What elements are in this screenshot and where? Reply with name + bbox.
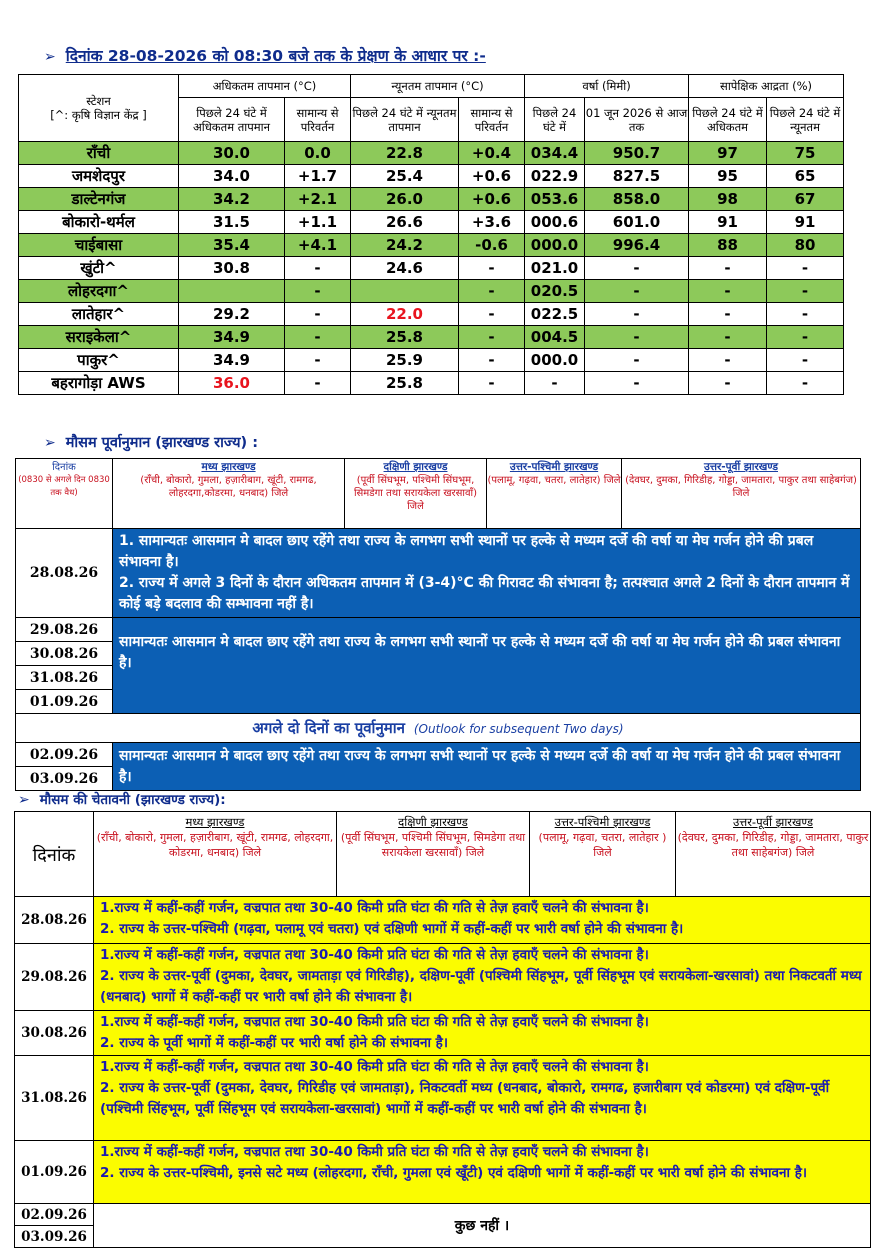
- warning-date-header: दिनांक: [15, 812, 94, 897]
- hum-min-cell: 67: [767, 188, 844, 211]
- min-temp-header: न्यूनतम तापमान (°C): [351, 75, 525, 98]
- warning-date: 28.08.26: [15, 897, 94, 944]
- min-dev-cell: -0.6: [459, 234, 525, 257]
- rain-total-cell: -: [585, 303, 689, 326]
- min-cell: [351, 280, 459, 303]
- max-dev-cell: -: [285, 349, 351, 372]
- table-row: [19, 349, 844, 372]
- max-cell: 35.4: [179, 234, 285, 257]
- section3-heading: [18, 790, 226, 808]
- rain-total-cell: -: [585, 280, 689, 303]
- min-cell: 25.8: [351, 372, 459, 395]
- max-24-header: पिछले 24 घंटे में अधिकतम तापमान: [179, 98, 285, 142]
- min-dev-cell: -: [459, 280, 525, 303]
- max-cell: [179, 280, 285, 303]
- warning-date: 02.09.26: [15, 1204, 94, 1226]
- min-cell: 25.9: [351, 349, 459, 372]
- forecast-text-days: सामान्यतः आसमान मे बादल छाए रहेंगे तथा राज्य के लगभग सभी स्थानों पर हल्के से मध्यम दर्जे की वर्षा या मेघ गर्जन होने की प्रबल संभावना है।: [113, 618, 861, 714]
- max-cell-highlight: 36.0: [179, 372, 285, 395]
- station-cell: पाकुर^: [19, 349, 179, 372]
- min-dev-cell: +3.6: [459, 211, 525, 234]
- rain24-cell: 004.5: [525, 326, 585, 349]
- station-cell: बहरागोड़ा AWS: [19, 372, 179, 395]
- max-cell: 29.2: [179, 303, 285, 326]
- max-dev-cell: -: [285, 303, 351, 326]
- max-cell: 34.9: [179, 326, 285, 349]
- warning-region-south: दक्षिणी झारखण्ड (पूर्वी सिंघभूम, पश्चिमी सिंघभूम, सिमडेगा तथा सरायकेला खरसावाँ) जिले: [337, 812, 530, 897]
- max-dev-cell: +1.1: [285, 211, 351, 234]
- warning-text: 1.राज्य में कहीं-कहीं गर्जन, वज्रपात तथा 30-40 किमी प्रति घंटा की गति से तेज़ हवाएँ चलने की संभावना है। 2. राज्य के उत्तर-पश्चिमी, इनसे सटे मध्य (लोहरदगा, राँची, गुमला एवं खूँटी) एवं दक्षिणी भागों में कहीं-कहीं पर भारी वर्षा होने की संभावना है।: [94, 1141, 871, 1204]
- max-cell: 34.2: [179, 188, 285, 211]
- max-cell: 31.5: [179, 211, 285, 234]
- forecast-date: 28.08.26: [16, 529, 113, 618]
- hum-max-cell: -: [689, 303, 767, 326]
- hum-max-cell: -: [689, 257, 767, 280]
- min-cell: 24.2: [351, 234, 459, 257]
- rain24-cell: 000.6: [525, 211, 585, 234]
- max-dev-header: सामान्य से परिवर्तन: [285, 98, 351, 142]
- forecast-date: 30.08.26: [16, 642, 113, 666]
- hum-min-cell: -: [767, 349, 844, 372]
- hum-min-cell: 75: [767, 142, 844, 165]
- max-dev-cell: -: [285, 280, 351, 303]
- arrow-bullet-icon: ➢: [44, 49, 56, 65]
- table-row: [19, 372, 844, 395]
- max-dev-cell: -: [285, 257, 351, 280]
- section3-title: मौसम की चेतावनी (झारखण्ड राज्य):: [39, 792, 226, 808]
- forecast-text-day1: 1. सामान्यतः आसमान मे बादल छाए रहेंगे तथा राज्य के लगभग सभी स्थानों पर हल्के से मध्यम दर्जे की वर्षा या मेघ गर्जन होने की प्रबल संभावना है। 2. राज्य में अगले 3 दिनों के दौरान अधिकतम तापमान में (3-4)°C की गिरावट की संभावना है; तत्पश्चात अगले 2 दिनों के दौरान तापमान में कोई बड़े बदलाव की सम्भावना नहीं है।: [113, 529, 861, 618]
- station-cell: बोकारो-थर्मल: [19, 211, 179, 234]
- arrow-bullet-icon: ➢: [44, 435, 56, 451]
- rain-total-cell: 996.4: [585, 234, 689, 257]
- warning-region-central: मध्य झारखण्ड (राँची, बोकारो, गुमला, हज़ारीबाग, खूंटी, रामगढ, लोहरदगा, कोडरमा, धनबाद) जिले: [94, 812, 337, 897]
- hum-min-cell: 80: [767, 234, 844, 257]
- max-dev-cell: +2.1: [285, 188, 351, 211]
- station-cell: खुंटी^: [19, 257, 179, 280]
- table-row: [19, 211, 844, 234]
- min-dev-cell: -: [459, 303, 525, 326]
- min-dev-header: सामान्य से परिवर्तन: [459, 98, 525, 142]
- warning-table: [14, 811, 871, 1248]
- rain-total-cell: -: [585, 372, 689, 395]
- forecast-date: 29.08.26: [16, 618, 113, 642]
- rain-24-header: पिछले 24 घंटे में: [525, 98, 585, 142]
- station-cell: लातेहार^: [19, 303, 179, 326]
- hum-min-cell: -: [767, 372, 844, 395]
- max-cell: 30.0: [179, 142, 285, 165]
- hum-max-cell: 95: [689, 165, 767, 188]
- forecast-date: 01.09.26: [16, 690, 113, 714]
- station-note: [^: कृषि विज्ञान केंद्र ]: [50, 108, 147, 122]
- section1-title: दिनांक 28-08-2026 को 08:30 बजे तक के प्रेक्षण के आधार पर :-: [65, 47, 486, 65]
- hum-max-cell: 88: [689, 234, 767, 257]
- table-row: [19, 326, 844, 349]
- forecast-region-northeast: उत्तर-पूर्वी झारखण्ड (देवघर, दुमका, गिरिडीह, गोड्डा, जामतारा, पाकुर तथा साहेबगंज) जिले: [622, 459, 861, 529]
- max-cell: 30.8: [179, 257, 285, 280]
- rain24-cell: 034.4: [525, 142, 585, 165]
- table-row: [19, 142, 844, 165]
- rain-total-cell: 950.7: [585, 142, 689, 165]
- table-row: [19, 188, 844, 211]
- rain-total-cell: -: [585, 326, 689, 349]
- max-cell: 34.0: [179, 165, 285, 188]
- hum-max-cell: -: [689, 326, 767, 349]
- humidity-header: सापेक्षिक आद्रता (%): [689, 75, 844, 98]
- hum-max-cell: -: [689, 349, 767, 372]
- min-cell: 26.0: [351, 188, 459, 211]
- hum-min-cell: -: [767, 280, 844, 303]
- warning-text: 1.राज्य में कहीं-कहीं गर्जन, वज्रपात तथा 30-40 किमी प्रति घंटा की गति से तेज़ हवाएँ चलने की संभावना है। 2. राज्य के उत्तर-पूर्वी (दुमका, देवघर, गिरिडीह एवं जामताड़ा), निकटवर्ती मध्य (धनबाद, बोकारो, रामगढ, हजारीबाग एवं कोडरमा) एवं दक्षिण-पूर्वी (पश्चिमी सिंहभूम, पूर्वी सिंहभूम एवं सरायकेला-खरसावां) भागों में कहीं-कहीं पर भारी वर्षा होने की संभावना है।: [94, 1056, 871, 1141]
- min-dev-cell: +0.6: [459, 165, 525, 188]
- section2-title: मौसम पूर्वानुमान (झारखण्ड राज्य) :: [65, 435, 258, 451]
- arrow-bullet-icon: ➢: [18, 792, 30, 808]
- outlook-date: 02.09.26: [16, 743, 113, 767]
- rain-since-header: 01 जून 2026 से आज तक: [585, 98, 689, 142]
- section1-heading: [44, 44, 486, 66]
- min-dev-cell: -: [459, 326, 525, 349]
- max-dev-cell: 0.0: [285, 142, 351, 165]
- rain-total-cell: 601.0: [585, 211, 689, 234]
- min-dev-cell: -: [459, 372, 525, 395]
- table-row: [19, 303, 844, 326]
- warning-text: 1.राज्य में कहीं-कहीं गर्जन, वज्रपात तथा 30-40 किमी प्रति घंटा की गति से तेज़ हवाएँ चलने की संभावना है। 2. राज्य के उत्तर-पश्चिमी (गढ़वा, पलामू एवं चतरा) एवं दक्षिणी भागों में कहीं-कहीं पर भारी वर्षा होने की संभावना है।: [94, 897, 871, 944]
- forecast-date: 31.08.26: [16, 666, 113, 690]
- min-cell: 22.8: [351, 142, 459, 165]
- rain-total-cell: -: [585, 349, 689, 372]
- hum-max-cell: -: [689, 280, 767, 303]
- rain24-cell: 000.0: [525, 234, 585, 257]
- max-dev-cell: +1.7: [285, 165, 351, 188]
- max-dev-cell: -: [285, 372, 351, 395]
- max-temp-header: अधिकतम तापमान (°C): [179, 75, 351, 98]
- table-row: [19, 280, 844, 303]
- station-cell: जमशेदपुर: [19, 165, 179, 188]
- rain24-cell: 022.9: [525, 165, 585, 188]
- max-dev-cell: -: [285, 326, 351, 349]
- min-cell: 25.4: [351, 165, 459, 188]
- forecast-region-northwest: उत्तर-पश्चिमी झारखण्ड (पलामू, गढ़वा, चतरा, लातेहार) जिले: [487, 459, 622, 529]
- station-cell: डाल्टेनगंज: [19, 188, 179, 211]
- rain24-cell: 000.0: [525, 349, 585, 372]
- outlook-heading: अगले दो दिनों का पूर्वानुमान (Outlook for subsequent Two days): [16, 714, 861, 743]
- rain24-cell: 022.5: [525, 303, 585, 326]
- hum-min-cell: 65: [767, 165, 844, 188]
- hum-max-cell: 98: [689, 188, 767, 211]
- warning-date: 30.08.26: [15, 1011, 94, 1056]
- warning-region-northeast: उत्तर-पूर्वी झारखण्ड (देवघर, दुमका, गिरिडीह, गोड्डा, जामतारा, पाकुर तथा साहेबगंज) जिले: [676, 812, 871, 897]
- hum-max-cell: 91: [689, 211, 767, 234]
- warning-none-text: कुछ नहीं ।: [94, 1204, 871, 1248]
- hum-min-cell: -: [767, 326, 844, 349]
- warning-date: 01.09.26: [15, 1141, 94, 1204]
- min-24-header: पिछले 24 घंटे में न्यूनतम तापमान: [351, 98, 459, 142]
- warning-date: 31.08.26: [15, 1056, 94, 1141]
- hum-min-header: पिछले 24 घंटे में न्यूनतम: [767, 98, 844, 142]
- rain24-cell: -: [525, 372, 585, 395]
- max-cell: 34.9: [179, 349, 285, 372]
- min-cell: 25.8: [351, 326, 459, 349]
- section2-heading: [44, 432, 258, 452]
- rain-total-cell: 858.0: [585, 188, 689, 211]
- station-cell: चाईबासा: [19, 234, 179, 257]
- outlook-text: सामान्यतः आसमान मे बादल छाए रहेंगे तथा राज्य के लगभग सभी स्थानों पर हल्के से मध्यम दर्जे की वर्षा या मेघ गर्जन होने की प्रबल संभावना है।: [113, 743, 861, 791]
- min-dev-cell: -: [459, 349, 525, 372]
- table-row: [19, 165, 844, 188]
- warning-date: 03.09.26: [15, 1226, 94, 1248]
- warning-region-northwest: उत्तर-पश्चिमी झारखण्ड (पलामू, गढ़वा, चतरा, लातेहार ) जिले: [530, 812, 676, 897]
- rain24-cell: 020.5: [525, 280, 585, 303]
- station-cell: राँची: [19, 142, 179, 165]
- min-dev-cell: +0.4: [459, 142, 525, 165]
- min-cell: 26.6: [351, 211, 459, 234]
- rain24-cell: 053.6: [525, 188, 585, 211]
- hum-min-cell: -: [767, 257, 844, 280]
- forecast-table: [15, 458, 861, 791]
- station-header: स्टेशन [^: कृषि विज्ञान केंद्र ]: [19, 75, 179, 142]
- warning-text: 1.राज्य में कहीं-कहीं गर्जन, वज्रपात तथा 30-40 किमी प्रति घंटा की गति से तेज़ हवाएँ चलने की संभावना है। 2. राज्य के पूर्वी भागों में कहीं-कहीं पर भारी वर्षा होने की संभावना है।: [94, 1011, 871, 1056]
- forecast-region-south: दक्षिणी झारखण्ड (पूर्वी सिंघभूम, पश्चिमी सिंघभूम, सिमडेगा तथा सरायकेला खरसावाँ) जिले: [345, 459, 487, 529]
- min-dev-cell: -: [459, 257, 525, 280]
- rain-total-cell: -: [585, 257, 689, 280]
- rain24-cell: 021.0: [525, 257, 585, 280]
- observation-table: [18, 74, 844, 395]
- station-cell: लोहरदगा^: [19, 280, 179, 303]
- rain-header: वर्षा (मिमी): [525, 75, 689, 98]
- hum-max-cell: -: [689, 372, 767, 395]
- rain-total-cell: 827.5: [585, 165, 689, 188]
- table-row: [19, 234, 844, 257]
- hum-min-cell: -: [767, 303, 844, 326]
- hum-min-cell: 91: [767, 211, 844, 234]
- hum-max-header: पिछले 24 घंटे में अधिकतम: [689, 98, 767, 142]
- hum-max-cell: 97: [689, 142, 767, 165]
- warning-date: 29.08.26: [15, 944, 94, 1011]
- forecast-date-header: दिनांक (0830 से अगले दिन 0830 तक वैध): [16, 459, 113, 529]
- max-dev-cell: +4.1: [285, 234, 351, 257]
- table-row: [19, 257, 844, 280]
- forecast-region-central: मध्य झारखण्ड (राँची, बोकारो, गुमला, हज़ारीबाग, खूंटी, रामगढ, लोहरदगा,कोडरमा, धनबाद) जिले: [113, 459, 345, 529]
- outlook-date: 03.09.26: [16, 767, 113, 791]
- min-dev-cell: +0.6: [459, 188, 525, 211]
- station-cell: सराइकेला^: [19, 326, 179, 349]
- warning-text: 1.राज्य में कहीं-कहीं गर्जन, वज्रपात तथा 30-40 किमी प्रति घंटा की गति से तेज़ हवाएँ चलने की संभावना है। 2. राज्य के उत्तर-पूर्वी (दुमका, देवघर, जामताड़ा एवं गिरिडीह), दक्षिण-पूर्वी (पश्चिमी सिंहभूम, पूर्वी सिंहभूम एवं सरायकेला-खरसावां) तथा निकटवर्ती मध्य (धनबाद) भागों में कहीं-कहीं पर भारी वर्षा होने की संभावना है।: [94, 944, 871, 1011]
- min-cell-highlight: 22.0: [351, 303, 459, 326]
- min-cell: 24.6: [351, 257, 459, 280]
